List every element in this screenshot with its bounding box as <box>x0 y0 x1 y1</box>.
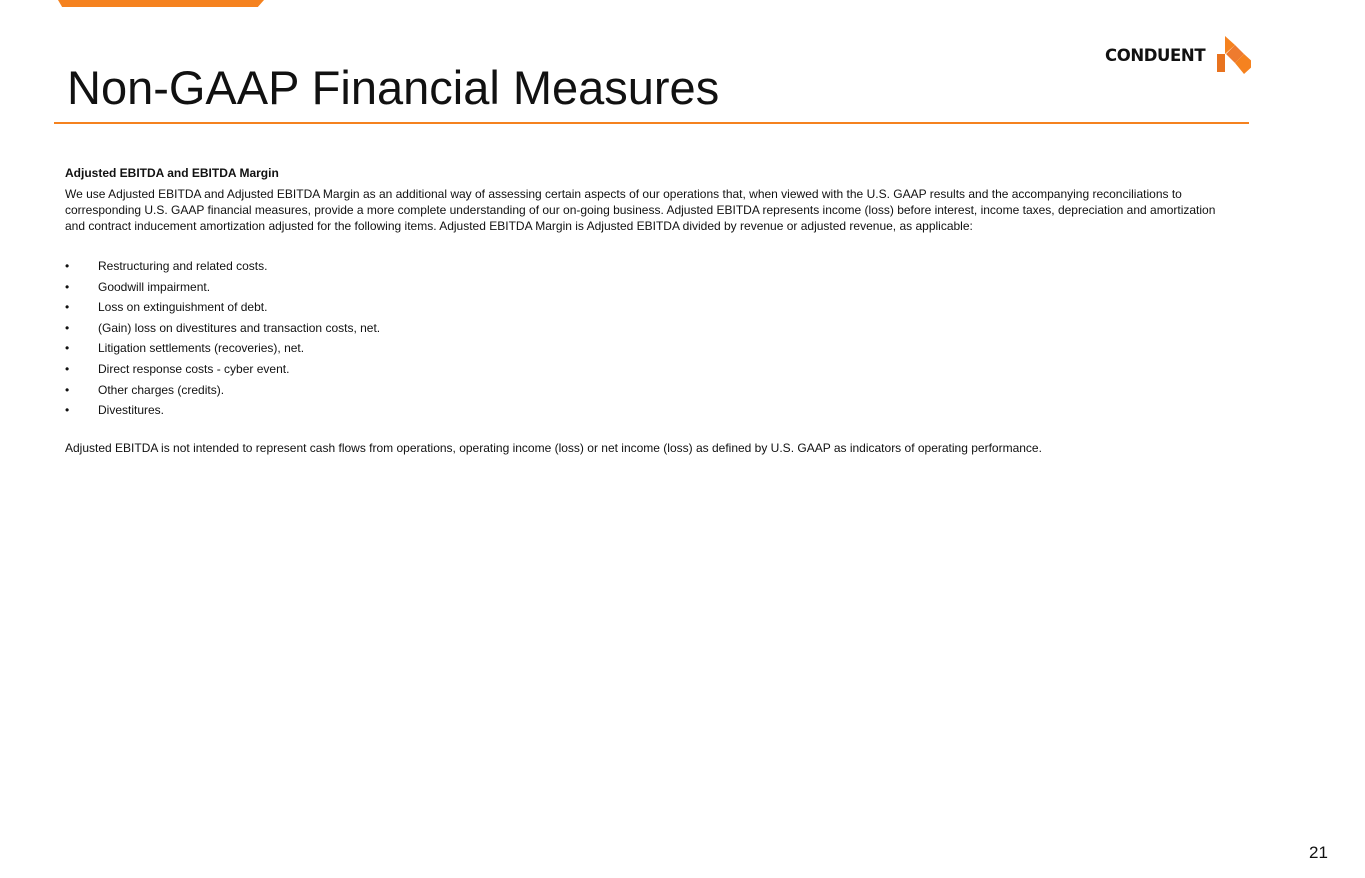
conduent-mark-icon <box>1211 34 1251 74</box>
slide-content <box>65 165 1225 456</box>
list-item-text: (Gain) loss on divestitures and transaction costs, net. <box>98 320 381 335</box>
list-item <box>65 299 1225 320</box>
bullet-icon: • <box>65 361 70 376</box>
list-item <box>65 258 1225 279</box>
section-heading: Adjusted EBITDA and EBITDA Margin <box>65 166 279 180</box>
bullet-icon: • <box>65 382 70 397</box>
list-item-text: Divestitures. <box>98 403 165 418</box>
list-item-text: Other charges (credits). <box>98 382 225 397</box>
title-divider <box>54 122 1249 124</box>
list-item <box>65 382 1225 403</box>
bullet-icon: • <box>65 279 70 294</box>
bullet-icon: • <box>65 300 70 315</box>
list-item <box>65 402 1225 423</box>
adjustments-list <box>65 258 1225 423</box>
list-item-text: Goodwill impairment. <box>98 279 211 294</box>
list-item <box>65 279 1225 300</box>
slide-title: Non-GAAP Financial Measures <box>67 61 720 114</box>
list-item <box>65 361 1225 382</box>
list-item <box>65 320 1225 341</box>
list-item-text: Litigation settlements (recoveries), net. <box>98 341 305 356</box>
list-item-text: Loss on extinguishment of debt. <box>98 300 268 315</box>
bullet-icon: • <box>65 341 70 356</box>
conduent-logo <box>1105 34 1251 74</box>
logo-text: CONDUENT <box>1105 46 1206 65</box>
list-item-text: Direct response costs - cyber event. <box>98 361 290 376</box>
list-item-text: Restructuring and related costs. <box>98 259 268 273</box>
bullet-icon: • <box>65 259 70 273</box>
top-accent-bar <box>58 0 264 7</box>
bullet-icon: • <box>65 320 70 335</box>
list-item <box>65 340 1225 361</box>
bullet-icon: • <box>65 403 70 418</box>
intro-paragraph: We use Adjusted EBITDA and Adjusted EBITDA Margin as an additional way of assessing certain aspects of our operations that, when viewed with the U.S. GAAP results and the accompanying reconciliations to corresponding U.S. GAAP financial measures, provide a more complete understanding of our on-going business. Adjusted EBITDA represents income (loss) before interest, income taxes, depreciation and amortization and contract inducement amortization adjusted for the following items. Adjusted EBITDA Margin is Adjusted EBITDA divided by revenue or adjusted revenue, as applicable: <box>65 187 1216 233</box>
closing-paragraph: Adjusted EBITDA is not intended to represent cash flows from operations, operating income (loss) or net income (loss) as defined by U.S. GAAP as indicators of operating performance. <box>65 440 1042 455</box>
page-number: 21 <box>1309 843 1328 862</box>
